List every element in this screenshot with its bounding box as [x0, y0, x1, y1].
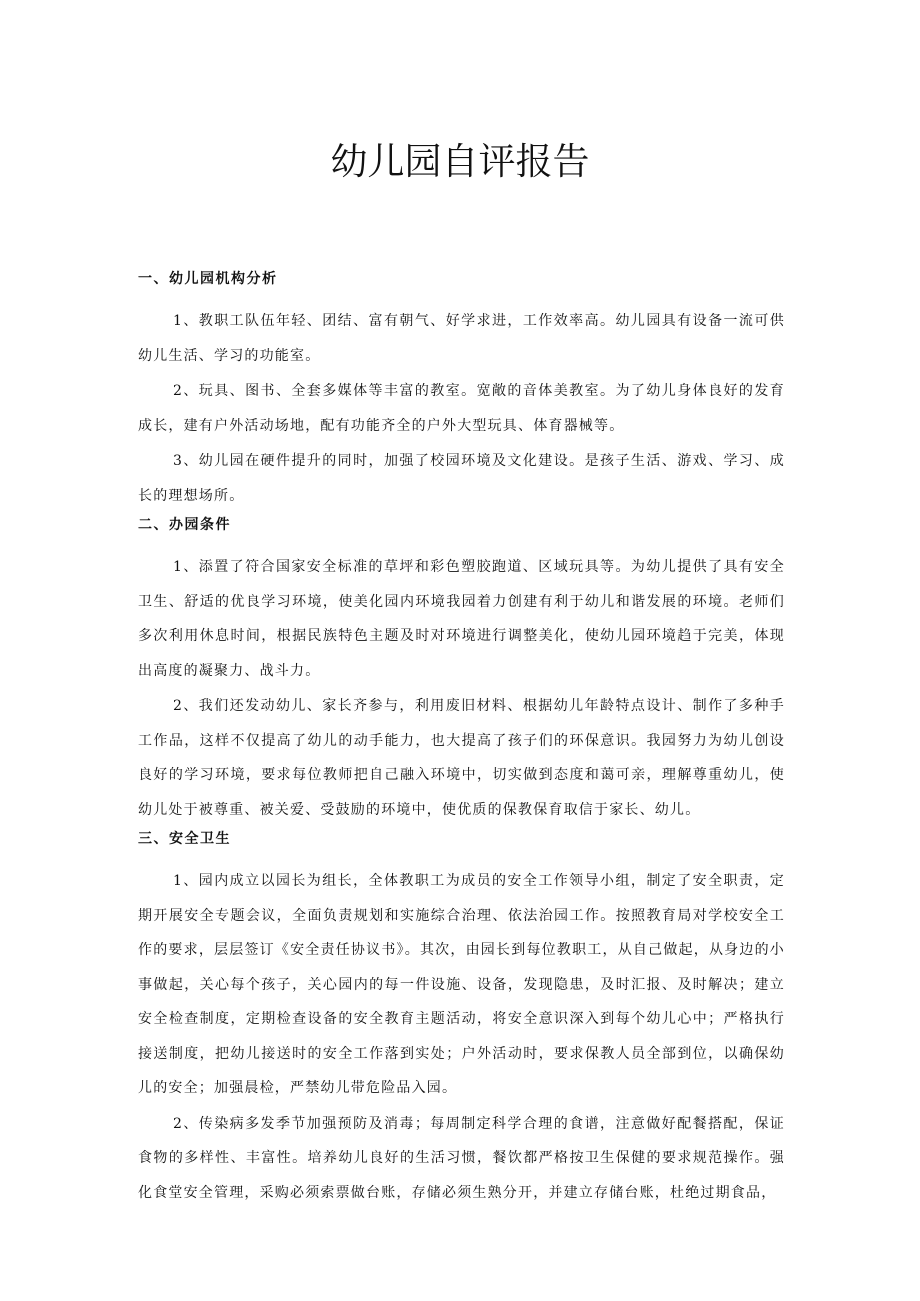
section-1-paragraph-3: 3、幼儿园在硬件提升的同时，加强了校园环境及文化建设。是孩子生活、游戏、学习、成长的理想场所。 [138, 453, 785, 504]
section-heading-1: 一、幼儿园机构分析 [138, 271, 278, 287]
section-3-paragraph-2: 2、传染病多发季节加强预防及消毒；每周制定科学合理的食谱，注意做好配餐搭配，保证食物的多样性、丰富性。培养幼儿良好的生活习惯，餐饮都严格按卫生保健的要求规范操作。强化食堂安全管理，采购必须索票做台账，存储必须生熟分开，并建立存储台账，杜绝过期食品， [138, 1115, 785, 1201]
section-1-paragraph-1: 1、教职工队伍年轻、团结、富有朝气、好学求进，工作效率高。幼儿园具有设备一流可供幼儿生活、学习的功能室。 [138, 313, 785, 364]
section-1-paragraph-2: 2、玩具、图书、全套多媒体等丰富的教室。宽敞的音体美教室。为了幼儿身体良好的发育成长，建有户外活动场地，配有功能齐全的户外大型玩具、体育器械等。 [138, 383, 785, 434]
section-heading-3: 三、安全卫生 [138, 831, 231, 847]
section-3-paragraph-1: 1、园内成立以园长为组长，全体教职工为成员的安全工作领导小组，制定了安全职责，定期开展安全专题会议，全面负责规划和实施综合治理、依法治园工作。按照教育局对学校安全工作的要求，层层签订《安全责任协议书》。其次，由园长到每位教职工，从自己做起，从身边的小事做起，关心每个孩子，关心园内的每一件设施、设备，发现隐患，及时汇报、及时解决；建立安全检查制度，定期检查设备的安全教育主题活动，将安全意识深入到每个幼儿心中；严格执行接送制度，把幼儿接送时的安全工作落到实处；户外活动时，要求保教人员全部到位，以确保幼儿的安全；加强晨检，严禁幼儿带危险品入园。 [138, 873, 785, 1096]
section-heading-2: 二、办园条件 [138, 517, 231, 533]
document-title: 幼儿园自评报告 [330, 140, 590, 183]
document-body [138, 268, 785, 1211]
section-2-paragraph-2: 2、我们还发动幼儿、家长齐参与，利用废旧材料、根据幼儿年龄特点设计、制作了多种手工作品，这样不仅提高了幼儿的动手能力，也大提高了孩子们的环保意识。我园努力为幼儿创设良好的学习环境，要求每位教师把自己融入环境中，切实做到态度和蔼可亲，理解尊重幼儿，使幼儿处于被尊重、被关爱、受鼓励的环境中，使优质的保教保育取信于家长、幼儿。 [138, 698, 785, 818]
section-2-paragraph-1: 1、添置了符合国家安全标准的草坪和彩色塑胶跑道、区域玩具等。为幼儿提供了具有安全卫生、舒适的优良学习环境，使美化园内环境我园着力创建有利于幼儿和谐发展的环境。老师们多次利用休息时间，根据民族特色主题及时对环境进行调整美化，使幼儿园环境趋于完美，体现出高度的凝聚力、战斗力。 [138, 559, 785, 679]
